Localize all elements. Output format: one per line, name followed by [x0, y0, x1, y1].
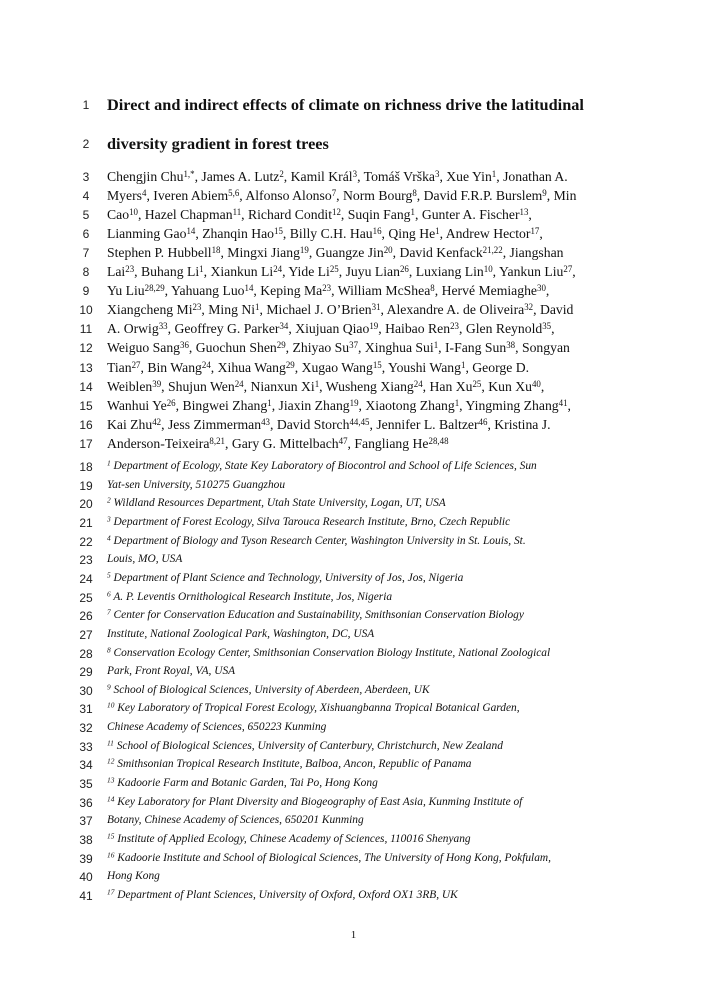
- author-line: A. Orwig$^{33}$, Geoffrey G. Parker$^{34}$, Xiujuan Qiao$^{19}$, Haibao Ren$^{23}$, Glen Reynold$^{35}$,: [107, 321, 555, 337]
- affiliation-line: Park, Front Royal, VA, USA: [107, 665, 236, 678]
- line-number: 22: [79, 534, 93, 549]
- affiliation-line: $^{10}$ Key Laboratory of Tropical Forest Ecology, Xishuangbanna Tropical Botanical Garden,: [107, 701, 520, 715]
- affiliation-line: $^2$ Wildland Resources Department, Utah State University, Logan, UT, USA: [107, 495, 446, 510]
- affiliation-line: $^{13}$ Kadoorie Farm and Botanic Garden, Tai Po, Hong Kong: [107, 775, 378, 790]
- affiliation-line: Hong Kong: [107, 870, 160, 883]
- affiliation-line: $^{11}$ School of Biological Sciences, University of Canterbury, Christchurch, New Zealand: [107, 738, 503, 752]
- affiliation-line: $^{17}$ Department of Plant Sciences, University of Oxford, Oxford OX1 3RB, UK: [107, 887, 458, 901]
- author-line: Weiblen$^{39}$, Shujun Wen$^{24}$, Nianxun Xi$^1$, Wusheng Xiang$^{24}$, Han Xu$^{25}$, Kun Xu$^{40}$,: [107, 378, 545, 394]
- line-number: 33: [79, 739, 93, 754]
- line-number: 2: [82, 137, 90, 151]
- line-number: 35: [79, 777, 93, 792]
- line-number: 3: [82, 170, 90, 184]
- author-line: Tian$^{27}$, Bin Wang$^{24}$, Xihua Wang$^{29}$, Xugao Wang$^{15}$, Youshi Wang$^1$, George D.: [107, 359, 530, 375]
- line-number: 10: [79, 303, 93, 318]
- line-number: 27: [79, 627, 93, 642]
- line-number: 8: [82, 265, 90, 280]
- author-line: Myers$^4$, Iveren Abiem$^{5,6}$, Alfonso Alonso$^7$, Norm Bourg$^8$, David F.R.P. Burslem$^9$, Min: [107, 188, 577, 204]
- author-line: Kai Zhu$^{42}$, Jess Zimmerman$^{43}$, David Storch$^{44,45}$, Jennifer L. Baltzer$^{46}$, Kristina J.: [107, 416, 551, 432]
- author-line: Chengjin Chu$^{1,*}$, James A. Lutz$^2$, Kamil Král$^3$, Tomáš Vrška$^3$, Xue Yin$^1$, Jonathan A.: [107, 169, 568, 184]
- title-line: Direct and indirect effects of climate on richness drive the latitudinal: [107, 95, 584, 114]
- affiliation-line: $^{14}$ Key Laboratory for Plant Diversity and Biogeography of East Asia, Kunming Institute of: [107, 794, 523, 808]
- line-number: 5: [82, 208, 90, 223]
- affiliation-line: $^8$ Conservation Ecology Center, Smithsonian Conservation Biology Institute, National Zoological: [107, 645, 551, 659]
- line-number: 18: [79, 460, 93, 474]
- line-number: 14: [79, 379, 93, 394]
- line-number: 17: [79, 436, 93, 451]
- line-number: 36: [79, 795, 93, 810]
- line-number: 23: [79, 553, 93, 568]
- line-number: 20: [79, 497, 93, 512]
- line-number: 16: [79, 417, 93, 432]
- line-number: 25: [79, 590, 93, 605]
- line-number: 34: [79, 758, 93, 773]
- line-number: 37: [79, 814, 93, 829]
- line-number: 13: [79, 360, 93, 375]
- line-number: 26: [79, 609, 93, 624]
- affiliation-line: Botany, Chinese Academy of Sciences, 650201 Kunming: [107, 814, 364, 827]
- affiliation-line: $^{12}$ Smithsonian Tropical Research Institute, Balboa, Ancon, Republic of Panama: [107, 757, 472, 771]
- line-number: 4: [82, 189, 90, 204]
- author-line: Lai$^{23}$, Buhang Li$^1$, Xiankun Li$^{24}$, Yide Li$^{25}$, Juyu Lian$^{26}$, Luxiang Lin$^{10}$, Yankun Liu$^{27}$,: [107, 264, 576, 280]
- author-line: Anderson-Teixeira$^{8,21}$, Gary G. Mittelbach$^{47}$, Fangliang He$^{28,48}$: [107, 435, 449, 451]
- author-line: Xiangcheng Mi$^{23}$, Ming Ni$^1$, Michael J. O’Brien$^{31}$, Alexandre A. de Oliveira$^{32}$, David: [107, 302, 574, 318]
- affiliation-line: $^9$ School of Biological Sciences, University of Aberdeen, Aberdeen, UK: [107, 682, 430, 696]
- title-line: diversity gradient in forest trees: [107, 134, 329, 153]
- line-number: 24: [79, 571, 93, 586]
- line-number: 30: [79, 683, 93, 698]
- affiliation-line: $^5$ Department of Plant Science and Technology, University of Jos, Jos, Nigeria: [107, 570, 464, 584]
- affiliation-line: $^6$ A. P. Leventis Ornithological Research Institute, Jos, Nigeria: [107, 589, 393, 603]
- line-number: 11: [79, 322, 93, 337]
- line-number: 32: [79, 721, 93, 736]
- line-number: 40: [79, 870, 93, 885]
- line-number: 15: [79, 398, 93, 413]
- affiliation-line: $^{16}$ Kadoorie Institute and School of Biological Sciences, The University of Hong Kong, Pokfulam,: [107, 850, 551, 864]
- line-number: 6: [82, 227, 90, 242]
- affiliation-line: $^7$ Center for Conservation Education and Sustainability, Smithsonian Conservation Biology: [107, 607, 524, 622]
- author-line: Weiguo Sang$^{36}$, Guochun Shen$^{29}$, Zhiyao Su$^{37}$, Xinghua Sui$^1$, I-Fang Sun$^{38}$, Songyan: [107, 340, 570, 356]
- line-number: 7: [82, 246, 90, 261]
- affiliation-line: $^4$ Department of Biology and Tyson Research Center, Washington University in St. Louis, St.: [107, 533, 526, 547]
- line-number: 28: [79, 646, 93, 661]
- affiliation-line: Louis, MO, USA: [107, 553, 183, 566]
- affiliation-line: $^1$ Department of Ecology, State Key Laboratory of Biocontrol and School of Life Sciences, Sun: [107, 458, 537, 472]
- author-line: Stephen P. Hubbell$^{18}$, Mingxi Jiang$^{19}$, Guangze Jin$^{20}$, David Kenfack$^{21,22}$, Jiangshan: [107, 245, 564, 261]
- affiliation-line: Institute, National Zoological Park, Washington, DC, USA: [107, 627, 375, 640]
- affiliation-line: $^{15}$ Institute of Applied Ecology, Chinese Academy of Sciences, 110016 Shenyang: [107, 831, 471, 845]
- affiliation-line: Chinese Academy of Sciences, 650223 Kunming: [107, 721, 327, 734]
- line-number: 41: [79, 888, 93, 903]
- page-number: 1: [350, 929, 357, 941]
- line-number: 38: [79, 833, 93, 847]
- affiliation-line: Yat-sen University, 510275 Guangzhou: [107, 478, 286, 491]
- line-number: 12: [79, 341, 93, 356]
- author-line: Lianming Gao$^{14}$, Zhanqin Hao$^{15}$, Billy C.H. Hau$^{16}$, Qing He$^1$, Andrew Hector$^{17}$,: [107, 226, 543, 242]
- author-line: Yu Liu$^{28,29}$, Yahuang Luo$^{14}$, Keping Ma$^{23}$, William McShea$^8$, Hervé Memiaghe$^{30}$,: [107, 283, 550, 299]
- line-number: 21: [79, 515, 93, 530]
- line-number: 1: [82, 98, 90, 112]
- line-number: 29: [79, 665, 93, 680]
- line-number: 31: [79, 702, 93, 717]
- line-number: 9: [82, 284, 90, 299]
- author-line: Wanhui Ye$^{26}$, Bingwei Zhang$^1$, Jiaxin Zhang$^{19}$, Xiaotong Zhang$^1$, Yingming Zhang$^{41}$,: [107, 397, 571, 413]
- affiliation-line: $^3$ Department of Forest Ecology, Silva Tarouca Research Institute, Brno, Czech Republic: [107, 514, 511, 528]
- line-number: 39: [79, 851, 93, 866]
- line-number: 19: [79, 478, 93, 493]
- author-line: Cao$^{10}$, Hazel Chapman$^{11}$, Richard Condit$^{12}$, Suqin Fang$^1$, Gunter A. Fischer$^{13}$,: [107, 207, 532, 223]
